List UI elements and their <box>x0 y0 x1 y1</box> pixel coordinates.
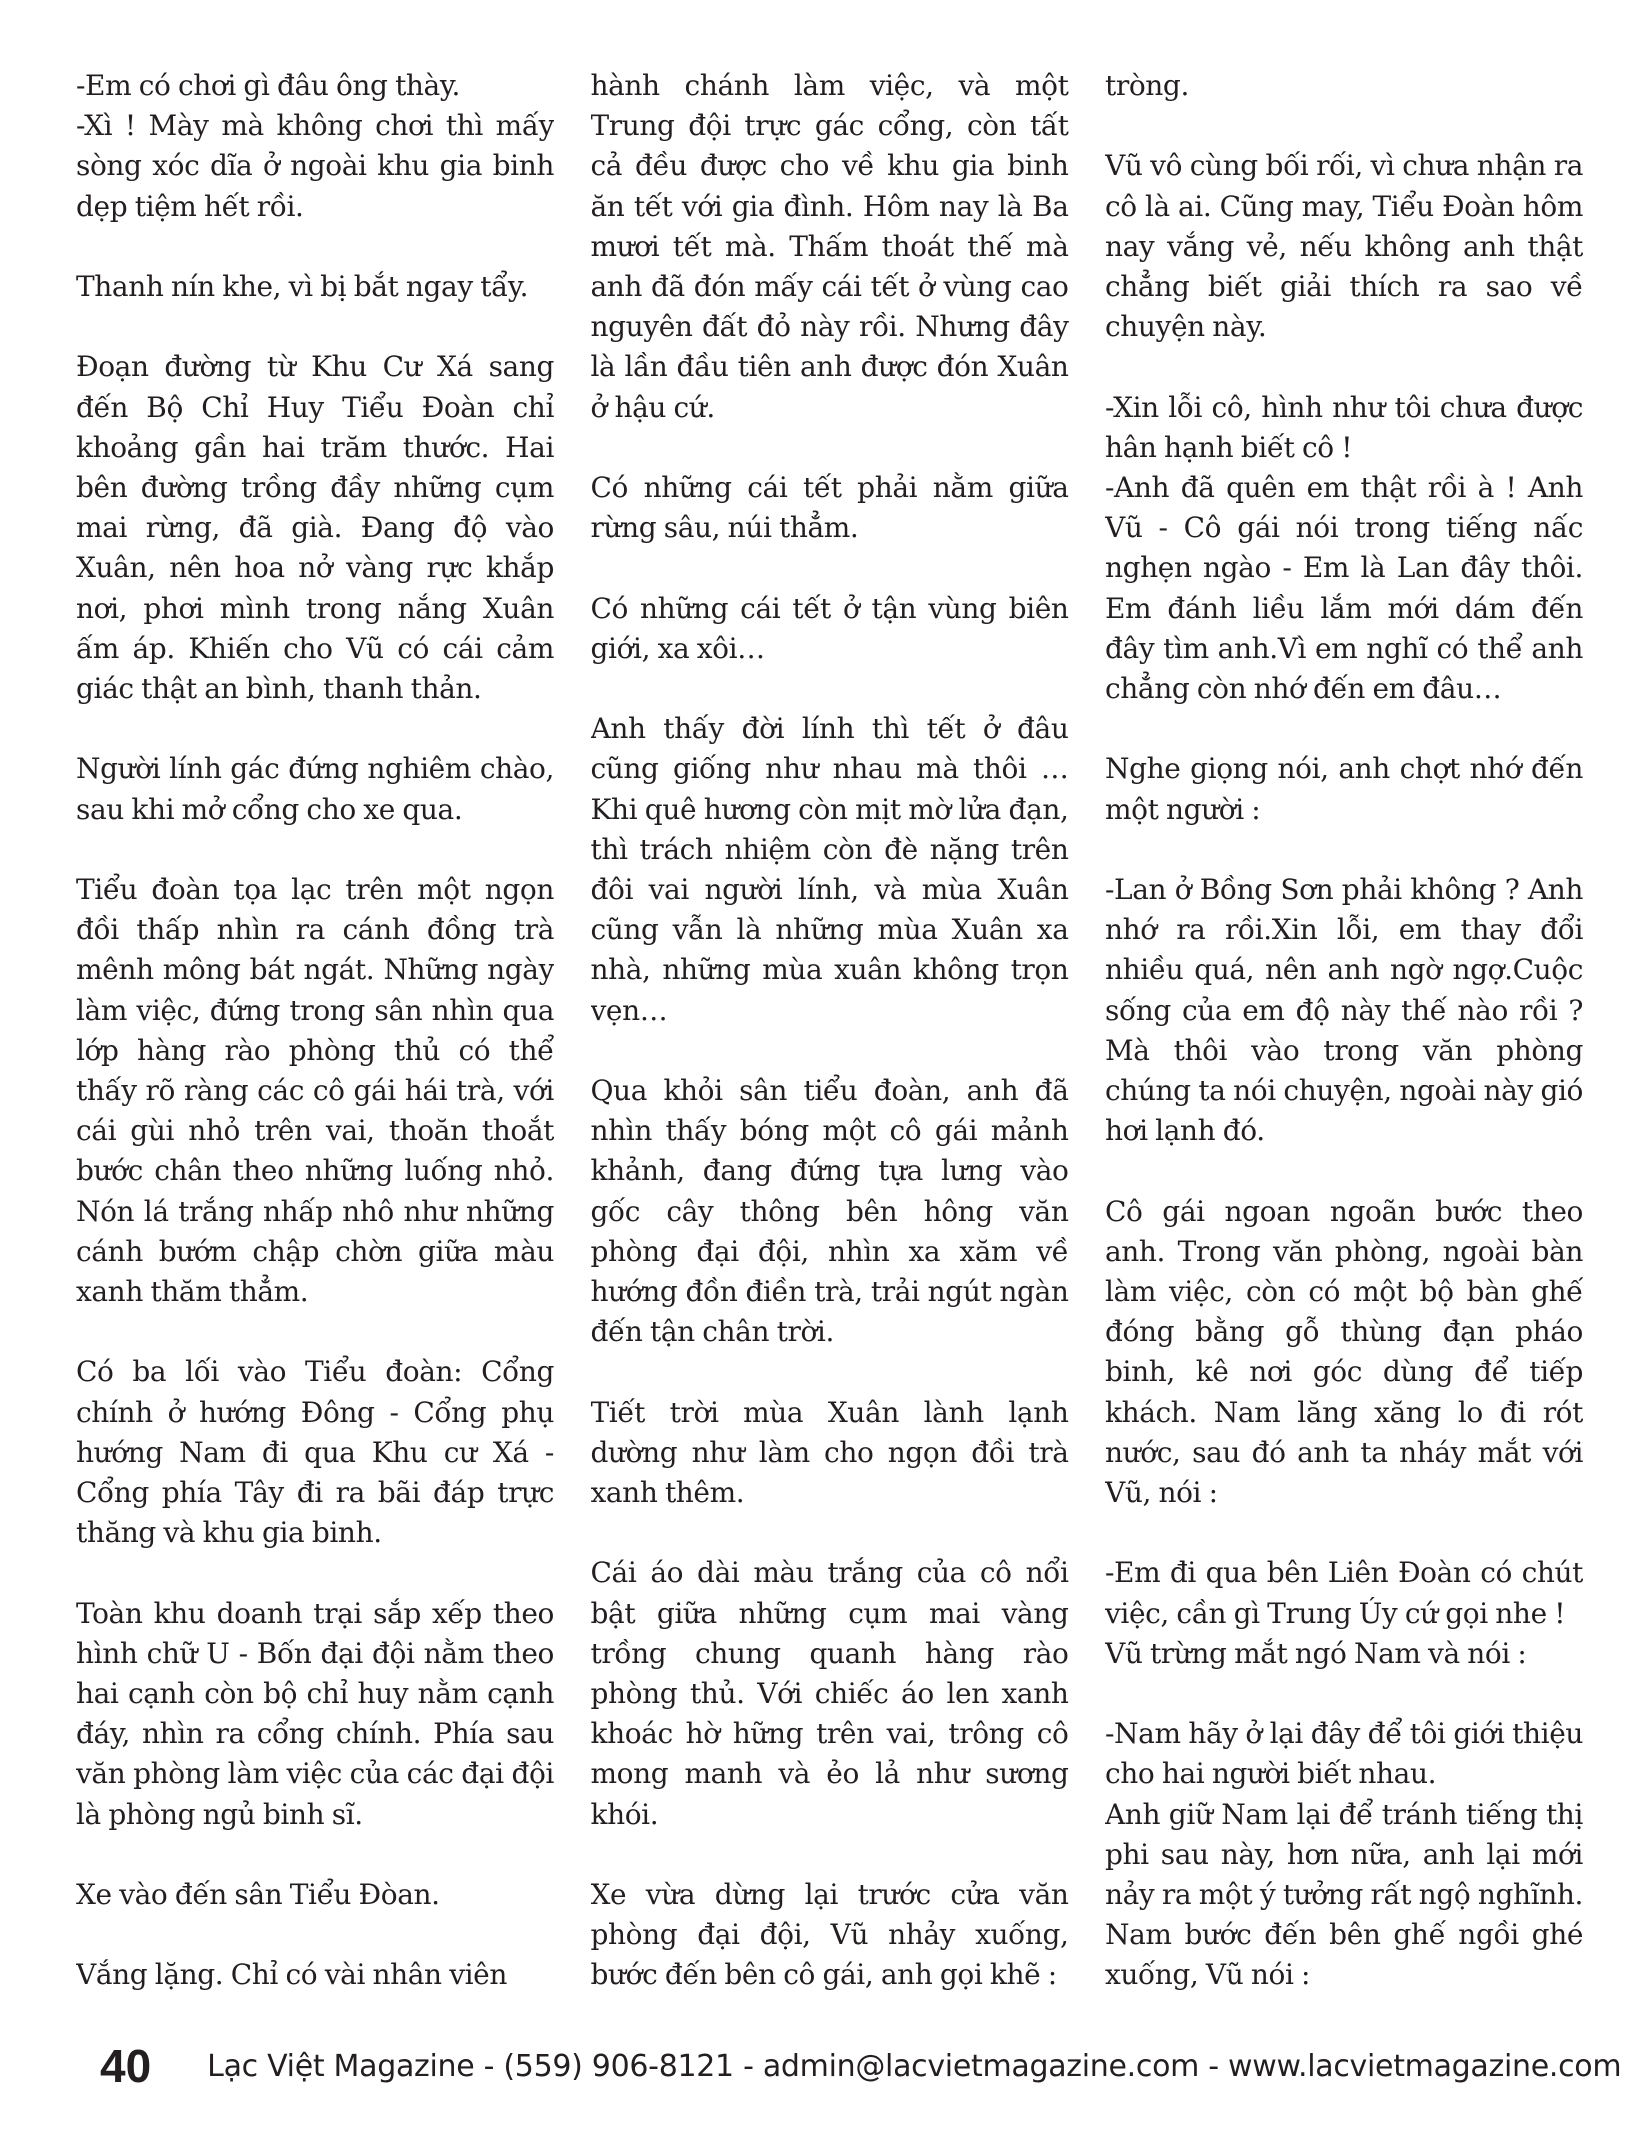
paragraph: Nghe giọng nói, anh chợt nhớ đến một người : <box>1105 752 1583 826</box>
paragraph: Vũ vô cùng bối rối, vì chưa nhận ra cô là ai. Cũng may, Tiểu Đoàn hôm nay vắng vẻ, nếu không anh thật chẳng biết giải thích ra sao về chuyện này. <box>1105 149 1583 344</box>
page-number: 40 <box>100 2040 152 2092</box>
paragraph: Cô gái ngoan ngoãn bước theo anh. Trong văn phòng, ngoài bàn làm việc, còn có một bộ bàn ghế đóng bằng gỗ thùng đạn pháo binh, kê nơi góc dùng để tiếp khách. Nam lăng xăng lo đi rót nước, sau đó anh ta nháy mắt với Vũ, nói : <box>1105 1194 1583 1510</box>
paragraph: Thanh nín khe, vì bị bắt ngay tẩy. <box>76 270 529 303</box>
column-left <box>76 66 554 2006</box>
column-middle <box>591 66 1069 2006</box>
paragraph: Tiểu đoàn tọa lạc trên một ngọn đồi thấp nhìn ra cánh đồng trà mênh mông bát ngát. Những ngày làm việc, đứng trong sân nhìn qua lớp hàng rào phòng thủ có thể thấy rõ ràng các cô gái hái trà, với cái gùi nhỏ trên vai, thoăn thoắt bước chân theo những luống nhỏ. Nón lá trắng nhấp nhô như những cánh bướm chập chờn giữa màu xanh thăm thẳm. <box>76 873 554 1309</box>
paragraph: Qua khỏi sân tiểu đoàn, anh đã nhìn thấy bóng một cô gái mảnh khảnh, đang đứng tựa lưng vào gốc cây thông bên hông văn phòng đại đội, nhìn xa xăm về hướng đồn điền trà, trải ngút ngàn đến tận chân trời. <box>590 1074 1069 1349</box>
column-right <box>1105 66 1583 2006</box>
paragraph: -Em có chơi gì đâu ông thày. -Xì ! Mày mà không chơi thì mấy sòng xóc dĩa ở ngoài khu gia binh dẹp tiệm hết rồi. <box>76 69 554 223</box>
paragraph: Xe vừa dừng lại trước cửa văn phòng đại đội, Vũ nhảy xuống, bước đến bên cô gái, anh gọi khẽ : <box>590 1878 1069 1992</box>
paragraph: Có những cái tết ở tận vùng biên giới, xa xôi… <box>590 591 1069 665</box>
paragraph: -Em đi qua bên Liên Đoàn có chút việc, cần gì Trung Úy cứ gọi nhe ! Vũ trừng mắt ngó Nam và nói : <box>1105 1556 1583 1670</box>
page-footer <box>100 2036 1622 2096</box>
paragraph: Xe vào đến sân Tiểu Đòan. <box>76 1878 440 1912</box>
paragraph: Vắng lặng. Chỉ có vài nhân viên <box>76 1958 507 1992</box>
paragraph: Có những cái tết phải nằm giữa rừng sâu, núi thẳm. <box>590 471 1069 545</box>
article-body <box>76 66 1583 2006</box>
paragraph: -Xin lỗi cô, hình như tôi chưa được hân hạnh biết cô ! -Anh đã quên em thật rồi à ! Anh Vũ - Cô gái nói trong tiếng nấc nghẹn ngào - Em là Lan đây thôi. Em đánh liều lắm mới dám đến đây tìm anh.Vì em nghĩ có thể anh chẳng còn nhớ đến em đâu… <box>1105 390 1583 706</box>
paragraph: tròng. <box>1105 69 1189 102</box>
paragraph: -Lan ở Bồng Sơn phải không ? Anh nhớ ra rồi.Xin lỗi, em thay đổi nhiều quá, nên anh ngờ ngợ.Cuộc sống của em độ này thế nào rồi ? Mà thôi vào trong văn phòng chúng ta nói chuyện, ngoài này gió hơi lạnh đó. <box>1105 873 1583 1148</box>
paragraph: hành chánh làm việc, và một Trung đội trực gác cổng, còn tất cả đều được cho về khu gia binh ăn tết với gia đình. Hôm nay là Ba mươi tết mà. Thấm thoát thế mà anh đã đón mấy cái tết ở vùng cao nguyên đất đỏ này rồi. Nhưng đây là lần đầu tiên anh được đón Xuân ở hậu cứ. <box>590 69 1069 424</box>
paragraph: Đoạn đường từ Khu Cư Xá sang đến Bộ Chỉ Huy Tiểu Đoàn chỉ khoảng gần hai trăm thước. Hai bên đường trồng đầy những cụm mai rừng, đã già. Đang độ vào Xuân, nên hoa nở vàng rực khắp nơi, phơi mình trong nắng Xuân ấm áp. Khiến cho Vũ có cái cảm giác thật an bình, thanh thản. <box>76 350 554 706</box>
paragraph: Anh thấy đời lính thì tết ở đâu cũng giống như nhau mà thôi …Khi quê hương còn mịt mờ lửa đạn, thì trách nhiệm còn đè nặng trên đôi vai người lính, và mùa Xuân cũng vẫn là những mùa Xuân xa nhà, những mùa xuân không trọn vẹn… <box>590 712 1069 1027</box>
footer-contact-line: Lạc Việt Magazine - (559) 906-8121 - admin@lacvietmagazine.com - www.lacvietmagazine.com <box>207 2048 1622 2084</box>
paragraph: Tiết trời mùa Xuân lành lạnh dường như làm cho ngọn đồi trà xanh thêm. <box>590 1395 1069 1510</box>
paragraph: Cái áo dài màu trắng của cô nổi bật giữa những cụm mai vàng trồng chung quanh hàng rào phòng thủ. Với chiếc áo len xanh khoác hờ hững trên vai, trông cô mong manh và ẻo lả như sương khói. <box>590 1556 1069 1831</box>
paragraph: Toàn khu doanh trại sắp xếp theo hình chữ U - Bốn đại đội nằm theo hai cạnh còn bộ chỉ huy nằm cạnh đáy, nhìn ra cổng chính. Phía sau văn phòng làm việc của các đại đội là phòng ngủ binh sĩ. <box>76 1596 554 1831</box>
paragraph: -Nam hãy ở lại đây để tôi giới thiệu cho hai người biết nhau. Anh giữ Nam lại để tránh tiếng thị phi sau này, hơn nữa, anh lại mới nảy ra một ý tưởng rất ngộ nghĩnh. Nam bước đến bên ghế ngồi ghé xuống, Vũ nói : <box>1105 1717 1583 1992</box>
paragraph: Người lính gác đứng nghiêm chào, sau khi mở cổng cho xe qua. <box>76 752 554 826</box>
paragraph: Có ba lối vào Tiểu đoàn: Cổng chính ở hướng Đông - Cổng phụ hướng Nam đi qua Khu cư Xá - Cổng phía Tây đi ra bãi đáp trực thăng và khu gia binh. <box>76 1355 554 1550</box>
